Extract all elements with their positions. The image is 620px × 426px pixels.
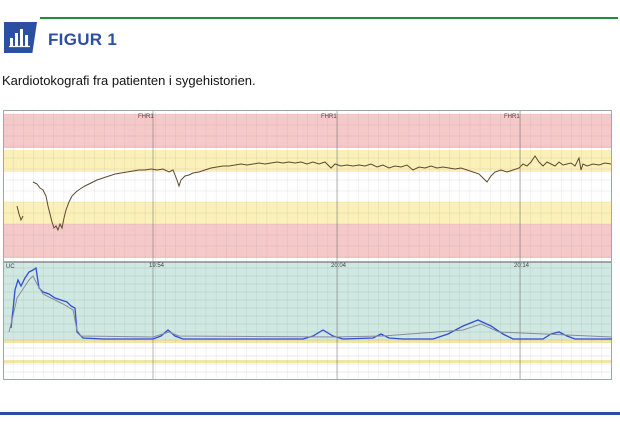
figure-label: FIGUR 1 [48,30,118,49]
bar-chart-icon [8,26,32,48]
figure-caption: Kardiotokografi fra patienten i sygehistorien. [2,73,256,88]
top-rule [40,17,618,19]
fhr-header-label: FHR1 [138,114,154,120]
time-label: 20:14 [514,263,530,269]
cardiotocography-trace [3,110,612,380]
bottom-rule [0,412,620,415]
time-label: 20:04 [331,263,347,269]
fhr-header-label: FHR1 [321,114,337,120]
uc-label: UC [6,264,15,270]
figure-badge [4,22,37,53]
time-label: 19:54 [149,263,165,269]
fhr-header-label: FHR1 [504,114,520,120]
